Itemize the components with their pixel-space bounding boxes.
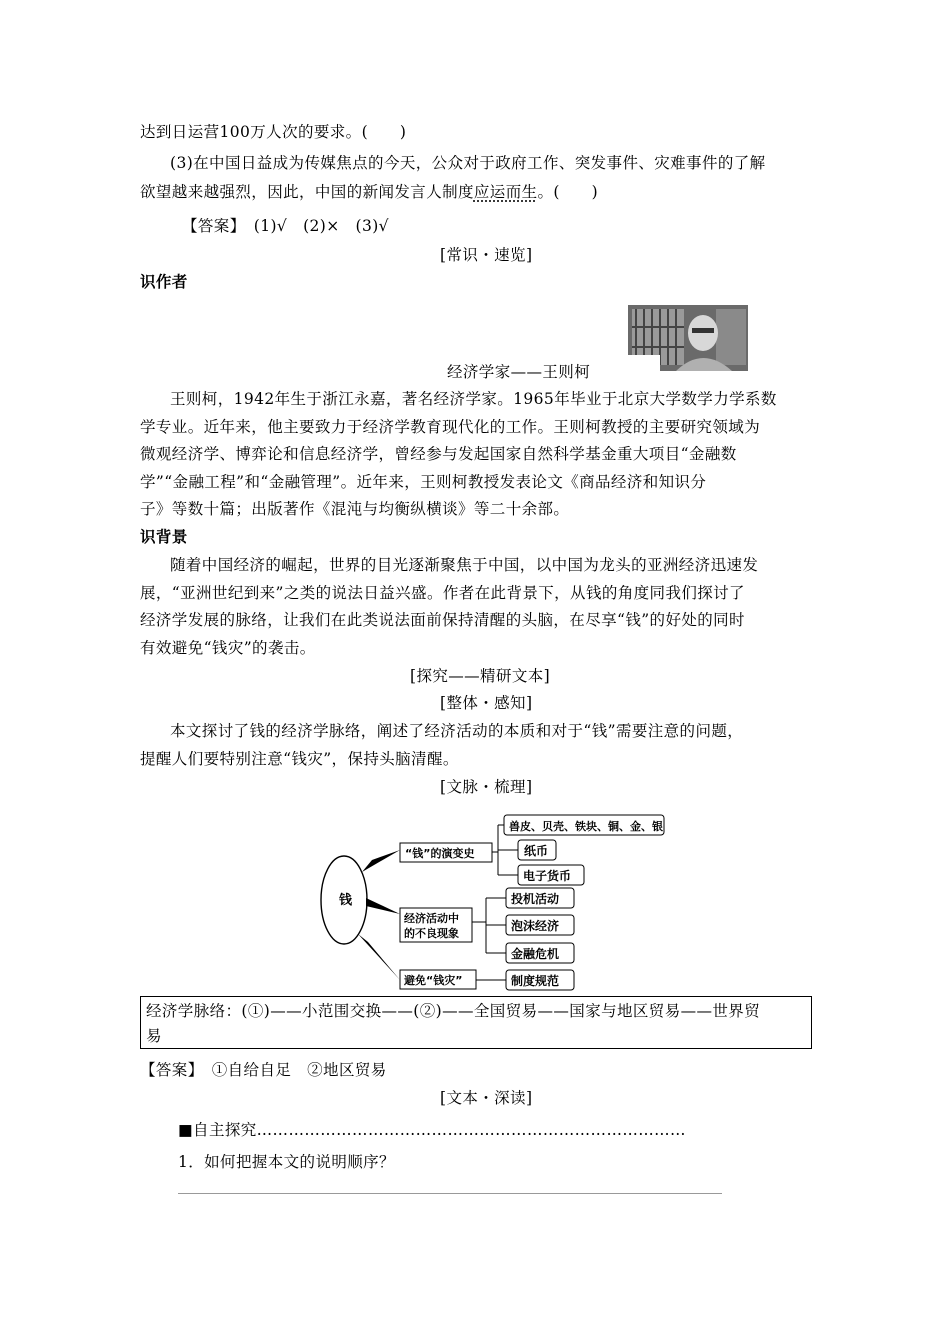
summary-line: 易 [146,1027,162,1045]
text-span: 。( ) [537,183,599,201]
root-label: 钱 [339,893,353,908]
photo-caption: 经济学家——王则柯 [447,363,591,381]
branch-label-line: 经济活动中 [404,912,459,925]
author-paragraph: 微观经济学、博弈论和信息经济学，曾经参与发起国家自然科学基金重大项目“金融数 [140,445,737,463]
connector [366,898,400,914]
author-paragraph: 学专业。近年来，他主要致力于经济学教育现代化的工作。王则柯教授的主要研究领域为 [140,418,761,436]
overview-paragraph: 提醒人们要特别注意“钱灾”，保持头脑清醒。 [140,750,459,768]
branch-label: “钱”的演变史 [405,847,475,860]
leaf-label: 制度规范 [511,974,560,988]
connector [362,850,400,872]
answer-2: 【答案】 ①自给自足 ②地区贸易 [140,1061,387,1079]
background-paragraph: 经济学发展的脉络，让我们在此类说法面前保持清醒的头脑，在尽享“钱”的好处的同时 [140,611,745,629]
emphasis-text: 应运而生 [473,183,538,201]
summary-line: 经济学脉络：(①)——小范围交换——(②)——全国贸易——国家与地区贸易——世界贸 [146,1002,761,1020]
heading-background: 识背景 [140,528,188,546]
heading-author: 识作者 [140,273,188,291]
section-heading: [文脉・梳理] [440,778,533,796]
overview-paragraph: 本文探讨了钱的经济学脉络，阐述了经济活动的本质和对于“钱”需要注意的问题， [170,722,744,740]
self-study-heading: ■自主探究……………………………………………………………………… [178,1121,686,1139]
section-heading: [常识・速览] [440,246,533,264]
section-heading: [文本・深读] [440,1089,533,1107]
section-heading: [探究——精研文本] [410,667,551,685]
answer-1: 【答案】 (1)√ (2)× (3)√ [182,217,389,235]
section-heading: [整体・感知] [440,694,533,712]
background-paragraph: 有效避免“钱灾”的袭击。 [140,639,316,657]
author-photo [628,305,748,371]
text-line: 达到日运营100万人次的要求。( ) [140,123,407,141]
branch-label-line: 的不良现象 [404,927,459,940]
text-line [140,182,598,202]
connector [358,934,400,980]
question-3: (3)在中国日益成为传媒焦点的今天，公众对于政府工作、突发事件、灾难事件的了解 [170,154,766,172]
text-span: 欲望越来越强烈，因此，中国的新闻发言人制度 [140,183,474,201]
background-paragraph: 展，“亚洲世纪到来”之类的说法日益兴盛。作者在此背景下，从钱的角度同我们探讨了 [140,584,745,602]
author-paragraph: 子》等数十篇；出版著作《混沌与均衡纵横谈》等二十余部。 [140,500,570,518]
branch-label: 避免“钱灾” [404,974,463,987]
summary-box [140,996,812,1049]
leaf-label: 电子货币 [523,869,572,883]
leaf-label: 兽皮、贝壳、铁块、铜、金、银 [509,820,663,833]
leaf-label: 金融危机 [511,947,560,961]
leaf-label: 投机活动 [511,892,560,906]
background-paragraph: 随着中国经济的崛起，世界的目光逐渐聚焦于中国，以中国为龙头的亚洲经济迅速发 [170,556,759,574]
leaf-label: 纸币 [524,844,549,858]
leaf-label: 泡沫经济 [511,919,560,933]
question-1: 1．如何把握本文的说明顺序？ [178,1153,395,1171]
author-paragraph: 王则柯，1942年生于浙江永嘉，著名经济学家。1965年毕业于北京大学数学力学系数 [170,390,777,408]
structure-diagram [318,810,670,992]
author-paragraph: 学”“金融工程”和“金融管理”。近年来，王则柯教授发表论文《商品经济和知识分 [140,473,707,491]
answer-blank-line[interactable] [178,1193,722,1194]
